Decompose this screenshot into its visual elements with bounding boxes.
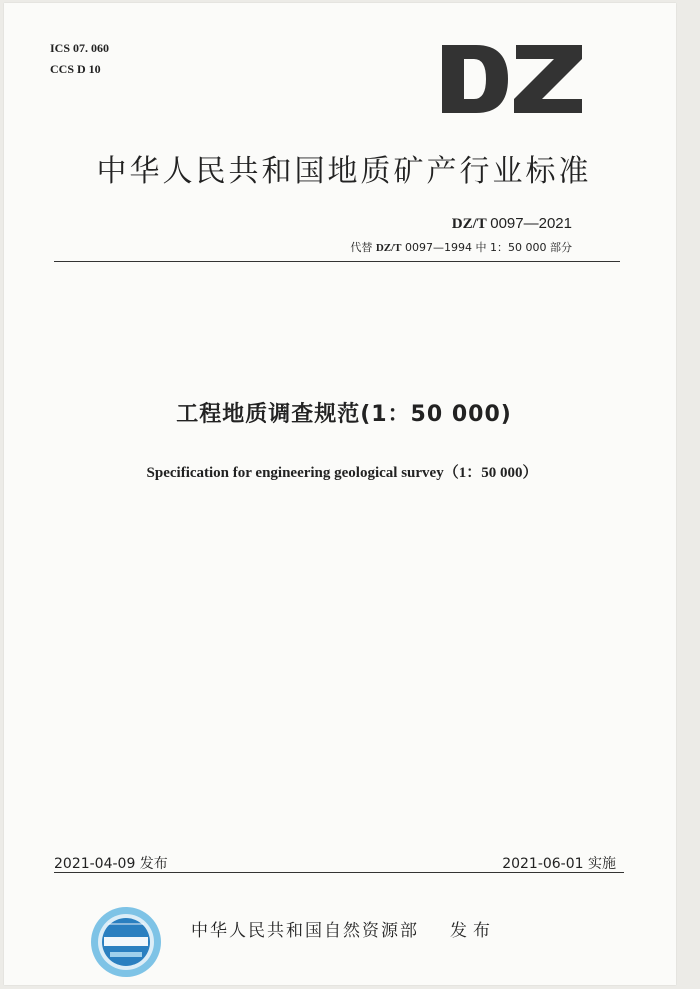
ccs-code: CCS D 10	[50, 62, 101, 76]
cover-page	[4, 3, 676, 985]
dz-logo-z	[514, 45, 582, 113]
replace-code: DZ/T	[375, 242, 402, 254]
standard-prefix: DZ/T	[451, 216, 487, 232]
replace-prefix: 代替	[350, 241, 373, 254]
replace-rest: 0097—1994 中 1：50 000 部分	[405, 241, 572, 254]
top-divider	[54, 261, 620, 262]
dz-logo-d	[442, 45, 508, 113]
standard-number	[452, 215, 572, 233]
replace-note	[350, 239, 572, 255]
standard-code: 0097—2021	[490, 215, 572, 232]
issuer-name: 中华人民共和国自然资源部	[191, 921, 419, 941]
bottom-divider	[54, 872, 624, 873]
issue-date: 2021-04-09 发布	[54, 856, 168, 872]
title-cn: 工程地质调查规范(1：50 000)	[176, 402, 512, 427]
ics-code: ICS 07. 060	[50, 41, 110, 55]
implement-date: 2021-06-01 实施	[502, 856, 616, 872]
seal-icon	[90, 906, 162, 978]
issuer-verb: 发布	[450, 921, 496, 941]
title-en: Specification for engineering geological survey（1：50 000）	[146, 465, 538, 481]
org-title: 中华人民共和国地质矿产行业标准	[96, 154, 592, 189]
dz-logo	[442, 45, 582, 113]
